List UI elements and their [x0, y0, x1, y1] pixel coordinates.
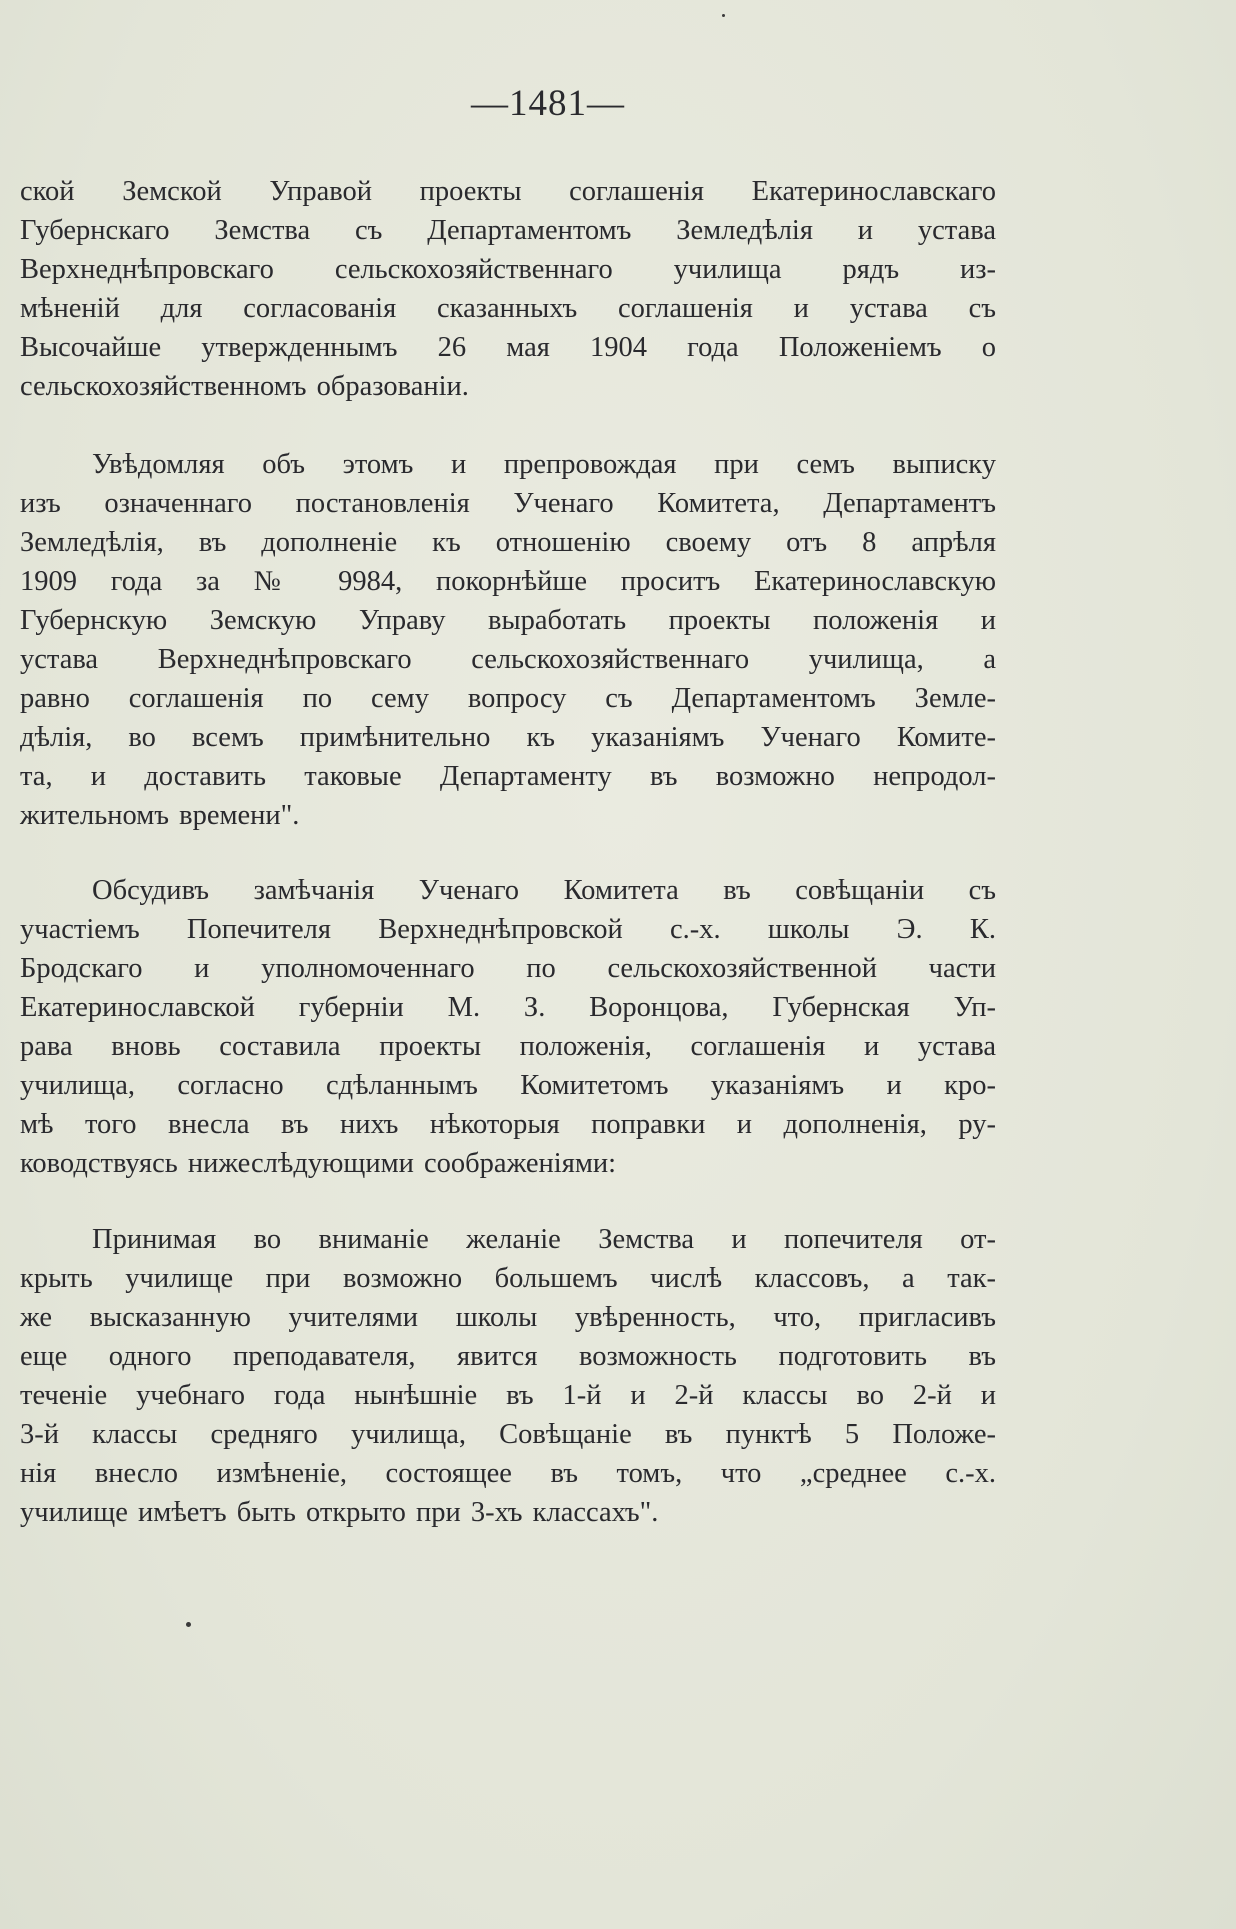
text-line: рава вновь составила проекты положенія, соглашенія и устава	[20, 1031, 996, 1062]
text-line: та, и доставить таковые Департаменту въ возможно непродол-	[20, 761, 996, 792]
ink-speck	[722, 14, 725, 17]
text-line: мѣ того внесла въ нихъ нѣкоторыя поправки и дополненія, ру-	[20, 1109, 996, 1140]
text-line: училища, согласно сдѣланнымъ Комитетомъ указаніямъ и кро-	[20, 1070, 996, 1101]
text-line: участіемъ Попечителя Верхнеднѣпровской с.-х. школы Э. К.	[20, 914, 996, 945]
text-line: равно соглашенія по сему вопросу съ Департаментомъ Земле-	[20, 683, 996, 714]
text-line: Обсудивъ замѣчанія Ученаго Комитета въ совѣщаніи съ	[92, 875, 996, 906]
ink-speck	[186, 1622, 191, 1627]
text-line: ской Земской Управой проекты соглашенія Екатеринославскаго	[20, 176, 996, 207]
text-line: Губернскую Земскую Управу выработать проекты положенія и	[20, 605, 996, 636]
text-line: Екатеринославской губерніи М. З. Воронцова, Губернская Уп-	[20, 992, 996, 1023]
text-line: училище имѣетъ быть открыто при 3-хъ классахъ".	[20, 1497, 659, 1528]
text-line: Принимая во вниманіе желаніе Земства и попечителя от-	[92, 1224, 996, 1255]
text-line: еще одного преподавателя, явится возможность подготовить въ	[20, 1341, 996, 1372]
text-line: Верхнеднѣпровскаго сельскохозяйственнаго училища рядъ из-	[20, 254, 996, 285]
text-line: 1909 года за № 9984, покорнѣйше проситъ Екатеринославскую	[20, 566, 996, 597]
page-number: —1481—	[471, 83, 625, 124]
text-line: Бродскаго и уполномоченнаго по сельскохозяйственной части	[20, 953, 996, 984]
paragraph-4	[20, 1220, 996, 1532]
text-line: же высказанную учителями школы увѣренность, что, пригласивъ	[20, 1302, 996, 1333]
text-line: ководствуясь нижеслѣдующими соображеніями:	[20, 1148, 617, 1179]
text-line: Земледѣлія, въ дополненіе къ отношенію своему отъ 8 апрѣля	[20, 527, 996, 558]
paragraph-2	[20, 445, 996, 835]
text-line: нія внесло измѣненіе, состоящее въ томъ, что „среднее с.-х.	[20, 1458, 996, 1489]
text-line: Высочайше утвержденнымъ 26 мая 1904 года Положеніемъ о	[20, 332, 996, 363]
paragraph-3	[20, 871, 996, 1183]
text-line: устава Верхнеднѣпровскаго сельскохозяйственнаго училища, а	[20, 644, 996, 675]
text-line: 3-й классы средняго училища, Совѣщаніе въ пунктѣ 5 Положе-	[20, 1419, 996, 1450]
text-line: жительномъ времени".	[20, 800, 300, 831]
text-line: крыть училище при возможно большемъ числѣ классовъ, а так-	[20, 1263, 996, 1294]
text-line: Увѣдомляя объ этомъ и препровождая при семъ выписку	[92, 449, 996, 480]
text-line: изъ означеннаго постановленія Ученаго Комитета, Департаментъ	[20, 488, 996, 519]
text-line: Губернскаго Земства съ Департаментомъ Земледѣлія и устава	[20, 215, 996, 246]
text-line: мѣненій для согласованія сказанныхъ соглашенія и устава съ	[20, 293, 996, 324]
text-line: теченіе учебнаго года нынѣшніе въ 1-й и 2-й классы во 2-й и	[20, 1380, 996, 1411]
paragraph-1	[20, 172, 996, 406]
text-line: сельскохозяйственномъ образованіи.	[20, 371, 469, 402]
text-line: дѣлія, во всемъ примѣнительно къ указаніямъ Ученаго Комите-	[20, 722, 996, 753]
